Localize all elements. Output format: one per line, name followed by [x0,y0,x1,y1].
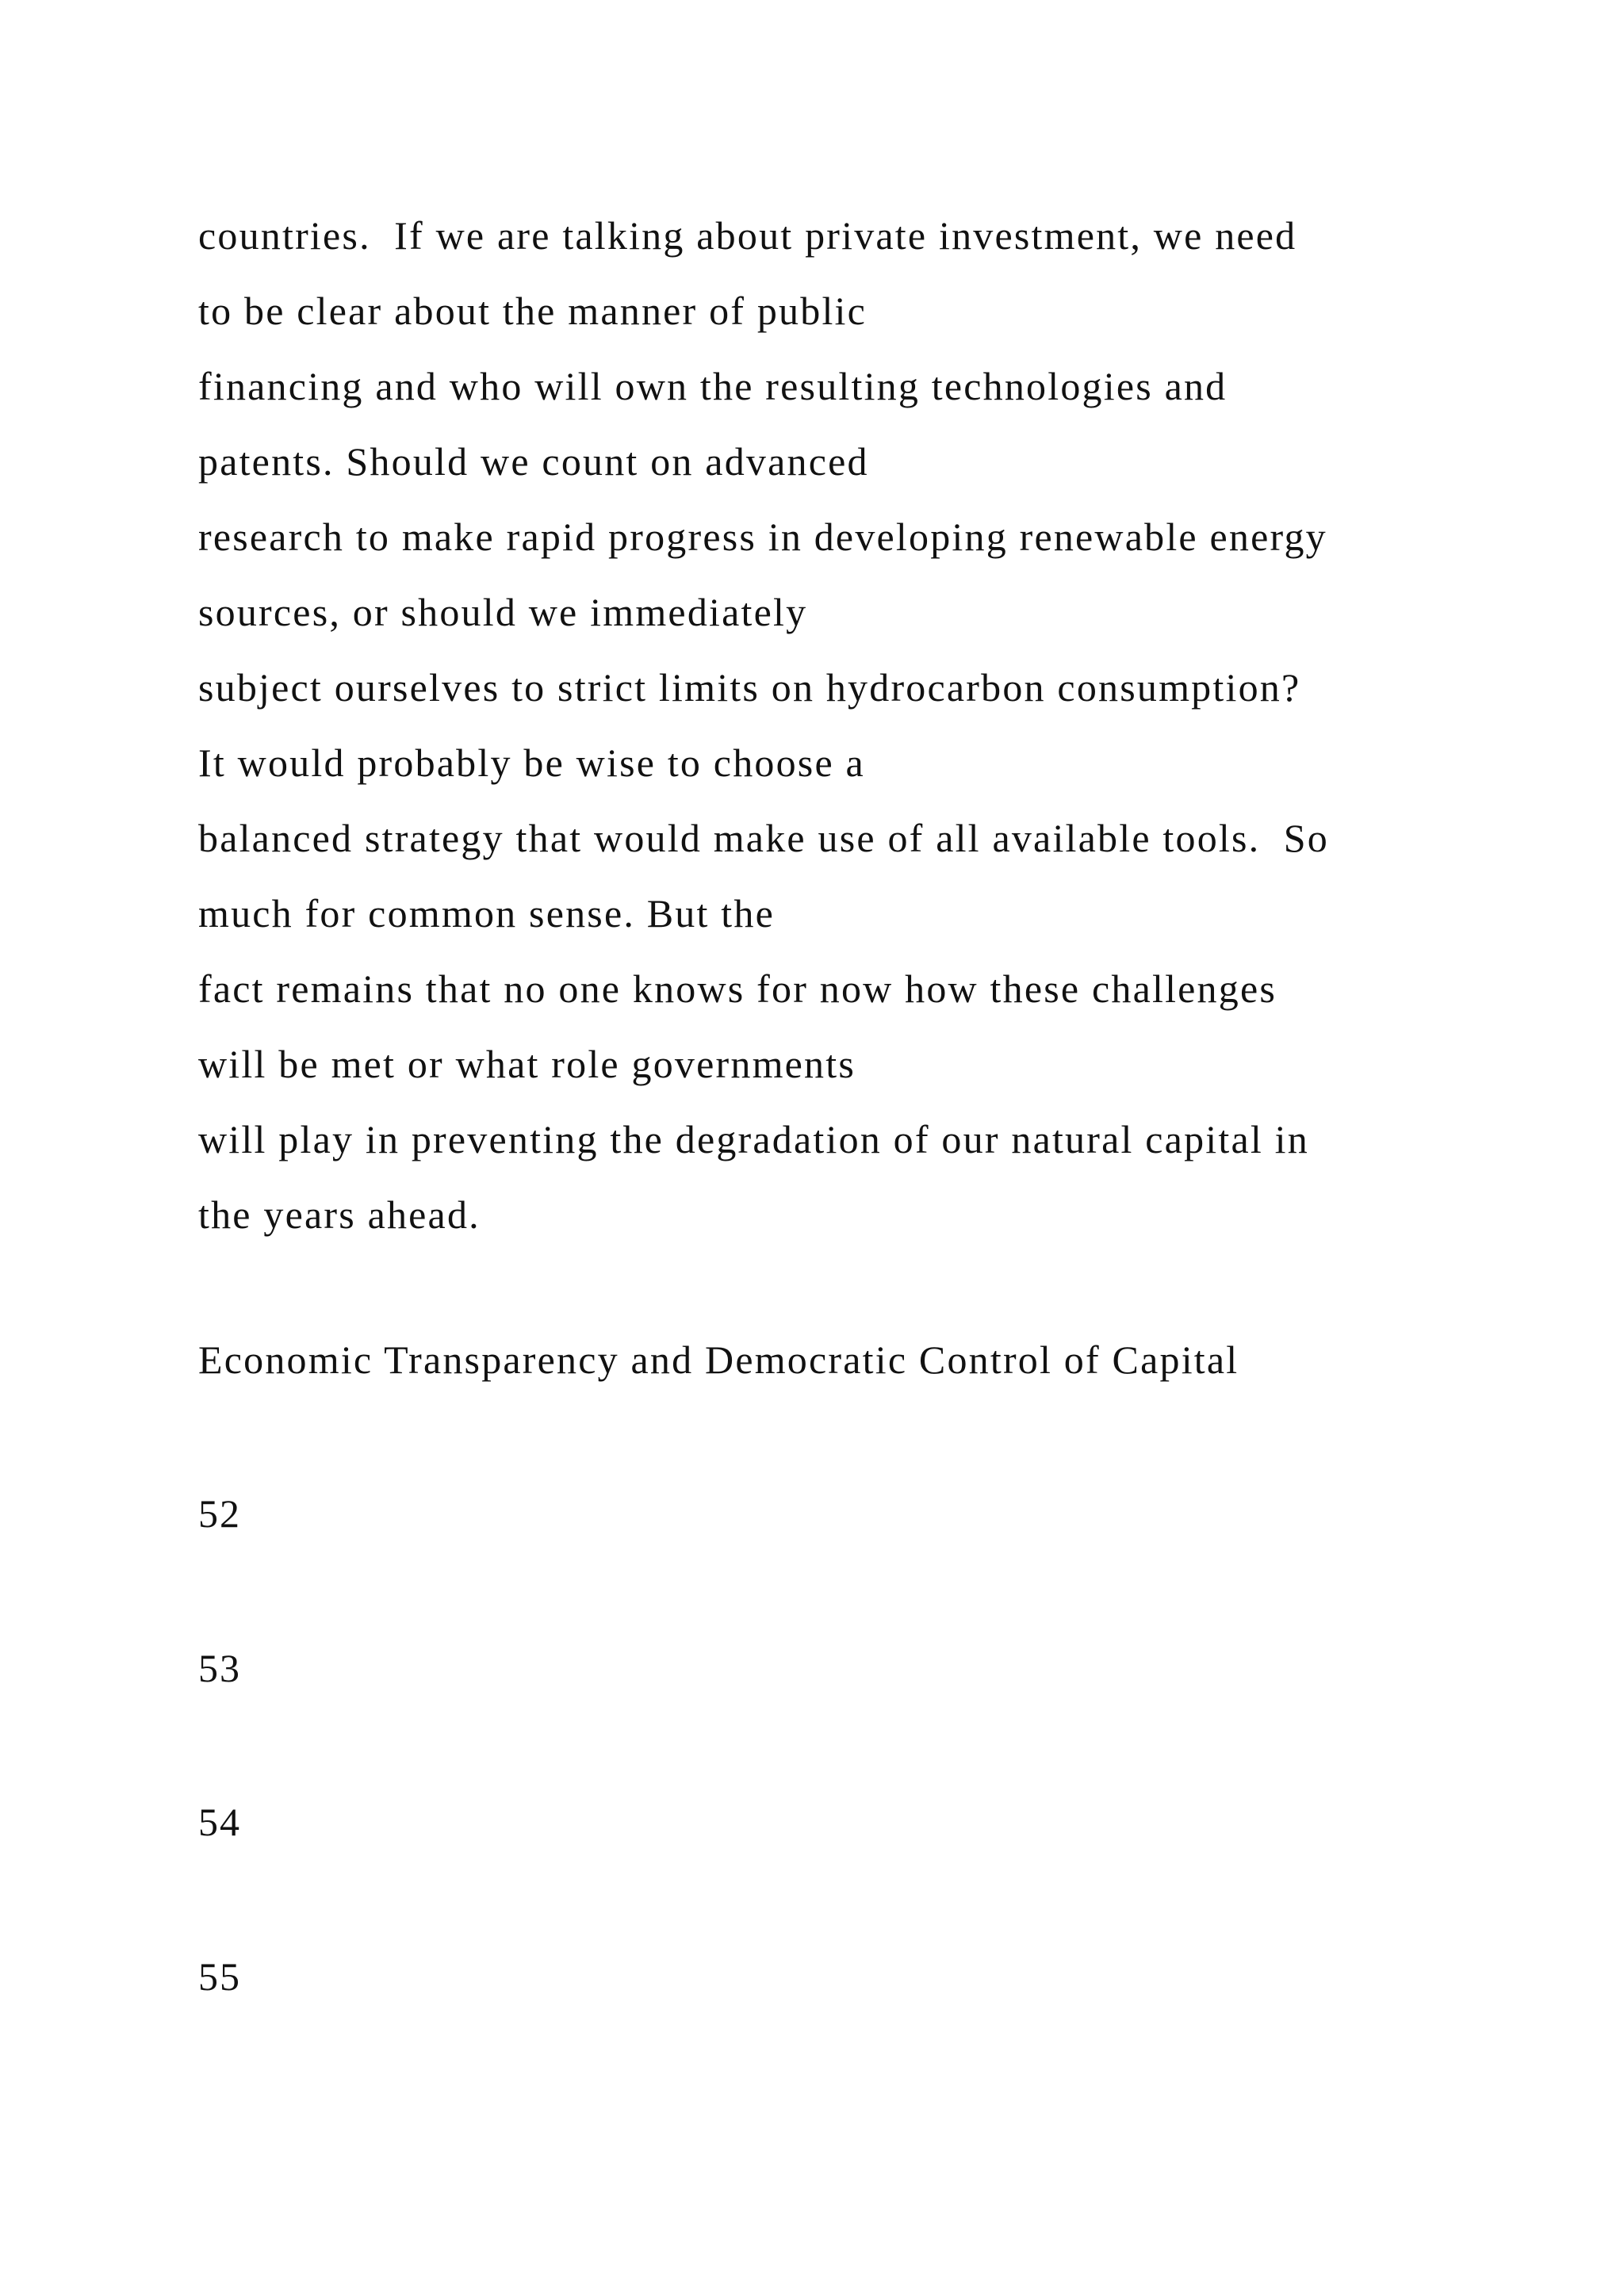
text-line: subject ourselves to strict limits on hydrocarbon consumption? [198,665,1301,710]
text-line: balanced strategy that would make use of all available tools. So [198,816,1329,860]
line-number: 53 [198,1646,241,1690]
line-number: 54 [198,1800,241,1844]
text-line: will be met or what role governments [198,1042,856,1086]
text-line: fact remains that no one knows for now how these challenges [198,966,1277,1011]
text-line: to be clear about the manner of public [198,289,868,333]
text-line: the years ahead. [198,1192,481,1237]
text-line: countries. If we are talking about private investment, we need [198,213,1297,258]
body-text [198,198,1507,1253]
text-line: financing and who will own the resulting technologies and [198,364,1228,408]
text-line: patents. Should we count on advanced [198,439,869,484]
text-line: will play in preventing the degradation of our natural capital in [198,1117,1309,1161]
text-line: It would probably be wise to choose a [198,740,865,785]
text-line: research to make rapid progress in developing renewable energy [198,515,1327,559]
section-heading: Economic Transparency and Democratic Control of Capital [198,1337,1239,1382]
line-number: 55 [198,1954,241,1999]
line-number: 52 [198,1491,241,1536]
text-line: sources, or should we immediately [198,590,808,634]
text-line: much for common sense. But the [198,891,775,936]
